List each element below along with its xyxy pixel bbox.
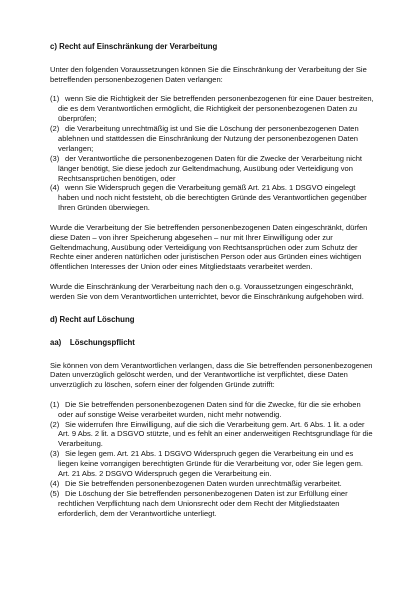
section-c-list	[50, 94, 375, 213]
list-item	[50, 94, 375, 124]
list-item-number: (1)	[50, 94, 60, 104]
list-item-text: der Verantwortliche die personenbezogenen Daten für die Zwecke der Verarbeitung nicht länger benötigt, Sie diese jedoch zur Geltendmachung, Ausübung oder Verteidigung von Rechtsansprüchen benötigen, oder	[58, 153, 363, 183]
list-item	[50, 183, 375, 213]
list-item-text: wenn Sie Widerspruch gegen die Verarbeitung gemäß Art. 21 Abs. 1 DSGVO eingelegt haben und noch nicht feststeht, ob die berechtigten Gründe des Verantwortlichen gegenüber Ihren Gründen überwiegen.	[58, 183, 367, 213]
list-item-number: (4)	[50, 479, 60, 488]
list-item-text: wenn Sie die Richtigkeit der Sie betreffenden personenbezogenen für eine Dauer bestreiten, die es dem Verantwortlichen ermöglicht, die Richtigkeit der personenbezogenen Daten zu überprüfen;	[58, 94, 374, 124]
list-item-number: (1)	[50, 399, 60, 409]
list-item-number: (4)	[50, 183, 60, 193]
section-d-heading: d) Recht auf Löschung	[50, 314, 135, 324]
list-item-number: (2)	[50, 124, 60, 134]
list-item-number: (3)	[50, 153, 60, 163]
list-item-text: Sie legen gem. Art. 21 Abs. 1 DSGVO Widerspruch gegen die Verarbeitung ein und es liegen keine vorrangigen berechtigten Gründe für die Verarbeitung vor, oder Sie legen gem. Art. 21 Abs. 2 DSGVO Widerspruch gegen die Verarbeitung ein.	[58, 449, 364, 479]
list-item	[50, 489, 375, 519]
section-c-heading: c) Recht auf Einschränkung der Verarbeitung	[50, 42, 218, 51]
list-item-number: (5)	[50, 488, 60, 498]
list-item-text: die Verarbeitung unrechtmäßig ist und Sie die Löschung der personenbezogenen Daten ablehnen und stattdessen die Einschränkung der Nutzung der personenbezogenen Daten verlangen;	[58, 124, 359, 153]
list-item	[50, 400, 375, 420]
list-item	[50, 124, 375, 154]
list-item-text: Sie widerrufen Ihre Einwilligung, auf die sich die Verarbeitung gem. Art. 6 Abs. 1 lit. a oder Art. 9 Abs. 2 lit. a DSGVO stützte, und es fehlt an einer anderweitigen Rechtsgrundlage für die Verarbeitung.	[58, 419, 373, 449]
list-item-text: Die Sie betreffenden personenbezogenen Daten sind für die Zwecke, für die sie erhoben oder auf sonstige Weise verarbeitet wurden, nicht mehr notwendig.	[58, 399, 361, 419]
section-c-intro: Unter den folgenden Voraussetzungen können Sie die Einschränkung der Verarbeitung der Sie betreffenden personenbezogenen Daten verlangen:	[50, 65, 367, 84]
list-item-number: (2)	[50, 419, 60, 429]
section-c-paragraph: Wurde die Einschränkung der Verarbeitung nach den o.g. Voraussetzungen eingeschränkt, werden Sie von dem Verantwortlichen unterrichtet, bevor die Einschränkung aufgehoben wird.	[50, 281, 364, 301]
section-d-list	[50, 400, 375, 519]
section-c-paragraph: Wurde die Verarbeitung der Sie betreffenden personenbezogenen Daten eingeschränkt, dürfen diese Daten – von ihrer Speicherung abgesehen – nur mit Ihrer Einwilligung oder zur Geltendmachung, Ausübung oder Verteidigung von Rechtsansprüchen oder zum Schutz der Rechte einer anderen natürlichen oder juristischen Person oder aus Gründen eines wichtigen öffentlichen Interesses der Union oder eines Mitgliedstaats verarbeitet werden.	[50, 222, 368, 272]
section-d-subheading: aa) Löschungspflicht	[50, 337, 135, 347]
list-item	[50, 479, 375, 489]
list-item-text: Die Löschung der Sie betreffenden personenbezogenen Daten ist zur Erfüllung einer rechtlichen Verpflichtung nach dem Unionsrecht oder dem Recht der Mitgliedstaaten erforderlich, dem der Verantwortliche unterliegt.	[58, 488, 348, 518]
section-d-intro: Sie können von dem Verantwortlichen verlangen, dass die Sie betreffenden personenbezogenen Daten unverzüglich gelöscht werden, und der Verantwortliche ist verpflichtet, diese Daten unverzüglich zu löschen, sofern einer der folgenden Gründe zutrifft:	[50, 360, 373, 390]
list-item	[50, 154, 375, 184]
list-item-text: Die Sie betreffenden personenbezogenen Daten wurden unrechtmäßig verarbeitet.	[65, 479, 342, 488]
list-item	[50, 449, 375, 479]
list-item-number: (3)	[50, 449, 60, 459]
list-item	[50, 420, 375, 450]
